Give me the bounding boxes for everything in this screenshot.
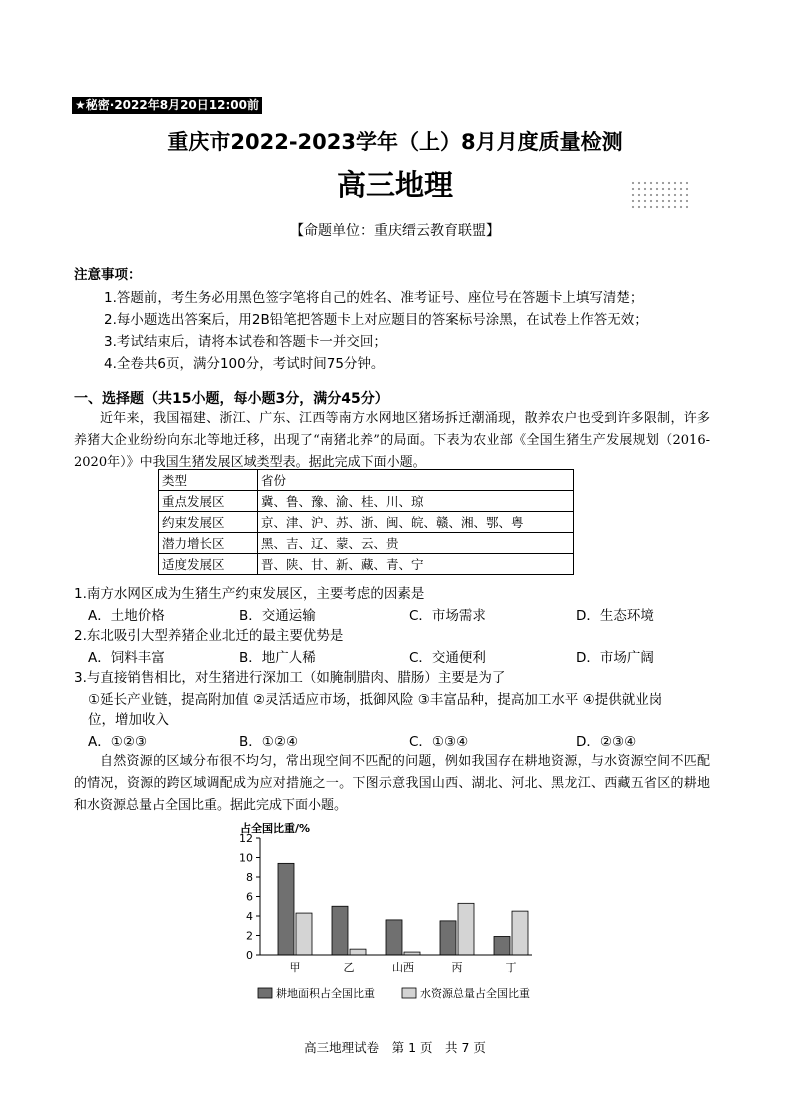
question-2-stem: 2.东北吸引大型养猪企业北迁的最主要优势是 [74,628,344,644]
question-3-option-b: B．①②④ [239,734,299,750]
bar-water [296,913,312,955]
table-header-row [159,470,574,491]
legend-label-cropland: 耕地面积占全国比重 [276,987,375,1000]
notice-item: 3.考试结束后，请将本试卷和答题卡一并交回； [104,334,387,350]
y-tick-label: 6 [246,890,253,904]
question-1-stem: 1.南方水网区成为生猪生产约束发展区，主要考虑的因素是 [74,586,425,602]
y-tick-label: 10 [239,851,253,865]
question-3-option-d: D．②③④ [576,734,637,750]
question-2-option-a: A．饲料丰富 [88,650,165,666]
y-tick-label: 8 [246,871,253,884]
question-2-option-c: C．交通便利 [409,650,486,666]
notice-item: 2.每小题选出答案后，用2B铅笔把答题卡上对应题目的答案标号涂黑，在试卷上作答无效； [104,312,648,328]
table-row [159,554,574,575]
table-cell: 京、津、沪、苏、浙、闽、皖、赣、湘、鄂、粤 [258,512,574,533]
exam-title: 重庆市2022-2023学年（上）8月月度质量检测 [167,130,623,154]
table-cell: 黑、吉、辽、蒙、云、贵 [258,533,574,554]
table-cell: 潜力增长区 [159,533,258,554]
passage-1: 近年来，我国福建、浙江、广东、江西等南方水网地区猪场拆迁潮涌现，散养农户也受到许多限制，许多养猪大企业纷纷向东北等地迁移，出现了“南猪北养”的局面。下表为农业部《全国生猪生产发展规划（2016-2020年）》中我国生猪发展区域类型表。据此完成下面小题。 [74,411,710,470]
y-tick-label: 4 [246,910,253,923]
subject-title: 高三地理 [336,168,453,202]
question-2-option-b: B．地广人稀 [239,650,316,666]
bar-water [458,903,474,955]
question-2-option-d: D．市场广阔 [576,650,654,666]
y-tick-label: 2 [246,929,253,943]
bar-water [512,911,528,955]
legend-label-water: 水资源总量占全国比重 [420,987,530,1000]
bar-cropland [386,920,402,955]
passage-2: 自然资源的区域分布很不均匀，常出现空间不匹配的问题，例如我国存在耕地资源，与水资源空间不匹配的情况，资源的跨区域调配成为应对措施之一。下图示意我国山西、湖北、河北、黑龙江、西藏五省区的耕地和水资源总量占全国比重。据此完成下面小题。 [74,754,710,813]
table-row [159,533,574,554]
table-cell: 省份 [258,470,574,491]
y-tick-label: 0 [246,949,253,962]
confidential-label: ★秘密·2022年8月20日12:00前 [72,97,262,114]
notice-item: 1.答题前，考生务必用黑色签字笔将自己的姓名、准考证号、座位号在答题卡上填写清楚； [104,290,644,306]
x-tick-label: 丁 [505,961,517,974]
table-cell: 适度发展区 [159,554,258,575]
question-1-option-b: B．交通运输 [239,608,316,624]
question-3-stem: 3.与直接销售相比，对生猪进行深加工（如腌制腊肉、腊肠）主要是为了 [74,670,506,686]
question-3-option-a: A．①②③ [88,734,148,750]
legend-swatch-water [402,988,416,998]
x-tick-label: 丙 [451,961,463,974]
notice-item: 4.全卷共6页，满分100分，考试时间75分钟。 [104,356,385,372]
notice-heading: 注意事项： [74,267,142,283]
author-unit: 【命题单位：重庆缙云教育联盟】 [290,223,500,239]
chart-y-axis-label: 占全国比重/% [240,822,311,835]
bar-water [350,949,366,955]
page-footer: 高三地理试卷 第 1 页 共 7 页 [304,1040,486,1055]
x-tick-label: 乙 [343,961,355,974]
question-3-option-c: C．①③④ [409,734,469,750]
x-tick-label: 山西 [392,961,414,974]
table-cell: 重点发展区 [159,491,258,512]
decorative-dot-pattern [630,180,688,210]
y-tick-label: 12 [239,832,253,845]
resource-share-bar-chart [220,818,560,1008]
question-1-option-c: C．市场需求 [409,608,486,624]
x-tick-label: 甲 [289,961,301,974]
question-1-option-a: A．土地价格 [88,608,165,624]
question-3-statements-cont: 位，增加收入 [88,712,169,728]
table-row [159,512,574,533]
table-cell: 类型 [159,470,258,491]
bar-cropland [494,936,510,955]
question-3-statements: ①延长产业链，提高附加值 ②灵活适应市场，抵御风险 ③丰富品种，提高加工水平 ④提供就业岗 [88,692,663,708]
bar-cropland [440,921,456,955]
bar-cropland [278,863,294,955]
table-cell: 晋、陕、甘、新、藏、青、宁 [258,554,574,575]
table-row [159,491,574,512]
table-cell: 约束发展区 [159,512,258,533]
legend-swatch-cropland [258,988,272,998]
section-title: 一、选择题（共15小题，每小题3分，满分45分） [74,391,389,407]
table-cell: 冀、鲁、豫、渝、桂、川、琼 [258,491,574,512]
bar-cropland [332,906,348,955]
region-type-table [158,469,574,575]
question-1-option-d: D．生态环境 [576,608,654,624]
